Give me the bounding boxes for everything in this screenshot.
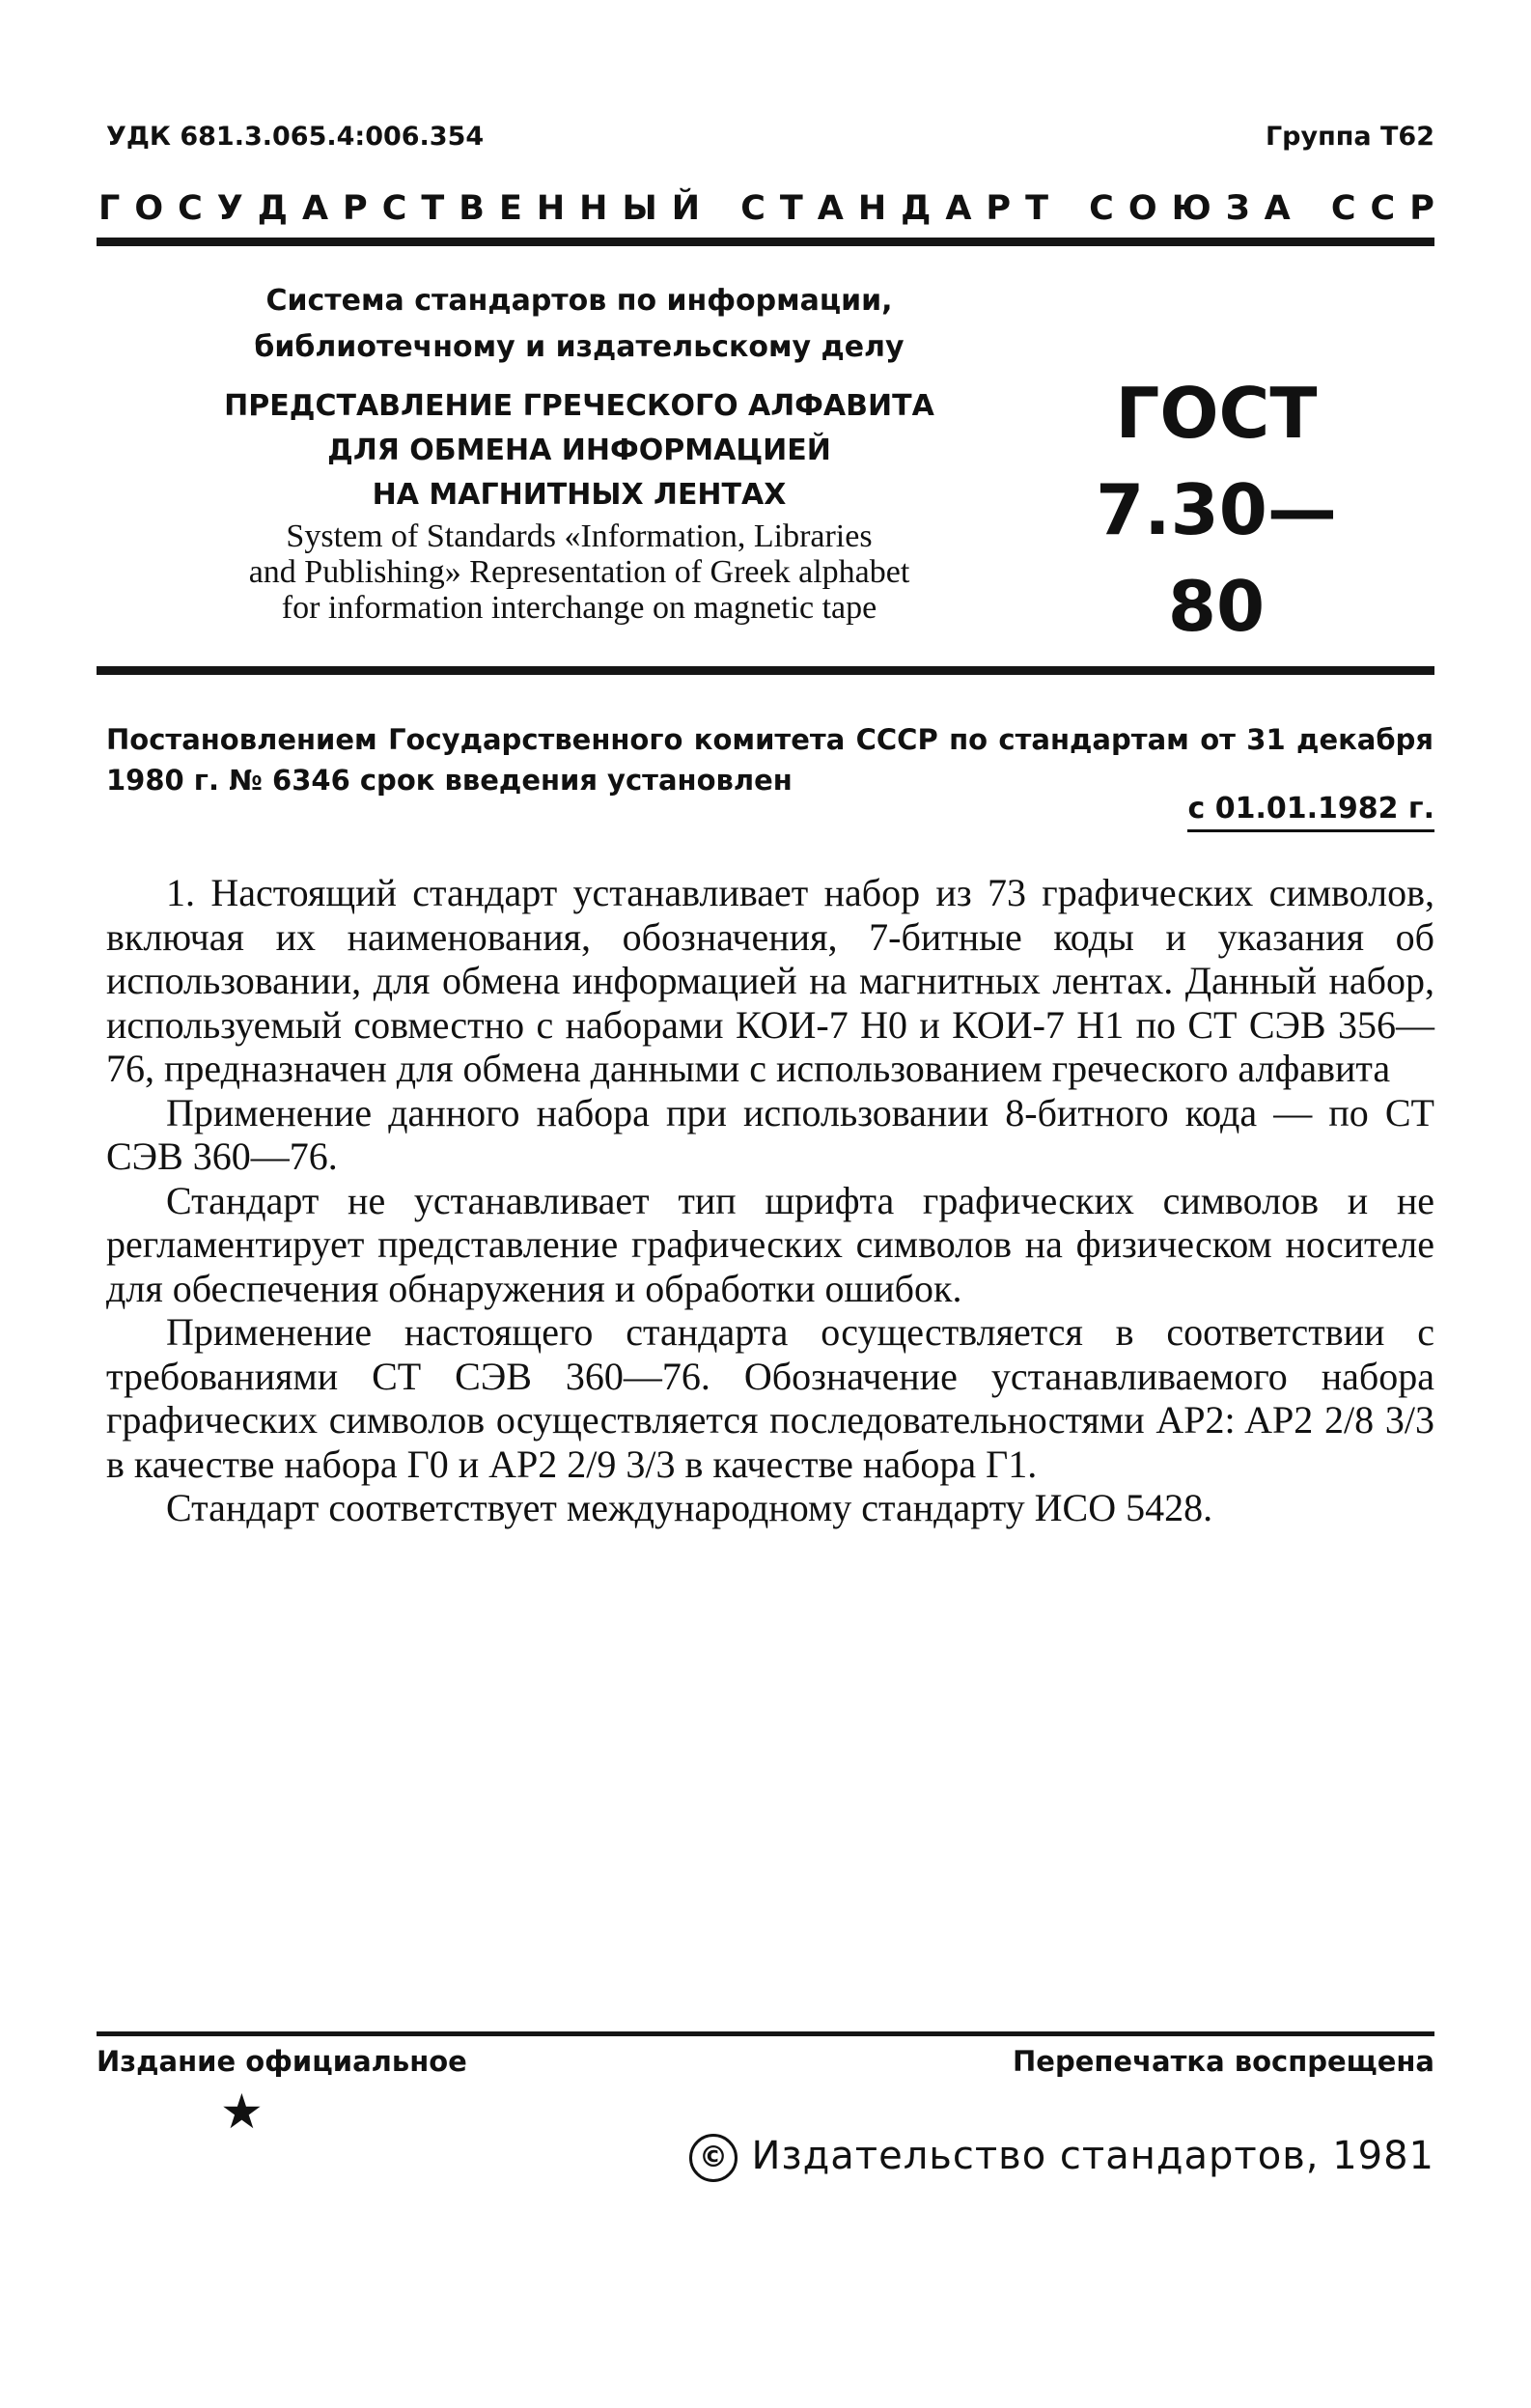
banner-letter: Р — [986, 189, 1012, 228]
banner-letter — [1063, 189, 1074, 228]
top-rule — [97, 238, 1434, 246]
banner-letter — [714, 189, 726, 228]
banner-letter: З — [1225, 189, 1250, 228]
system-line: библиотечному и издательскому делу — [254, 330, 905, 364]
english-title — [106, 518, 1052, 626]
reprint-prohibited: Перепечатка воспрещена — [1013, 2045, 1434, 2078]
banner-letter: У — [216, 189, 243, 228]
publisher-text: Издательство стандартов, 1981 — [751, 2134, 1434, 2178]
body-text — [106, 871, 1434, 1530]
banner-letter: Д — [901, 189, 932, 228]
banner-letter: А — [301, 189, 329, 228]
gost-number: 7.30—80 — [1096, 469, 1337, 647]
banner-letter: Р — [1409, 189, 1434, 228]
english-line: and Publishing» Representation of Greek alphabet — [248, 554, 910, 590]
banner-letter: А — [1264, 189, 1291, 228]
title-line: ПРЕДСТАВЛЕНИЕ ГРЕЧЕСКОГО АЛФАВИТА — [224, 389, 934, 423]
banner-letter: Й — [671, 189, 701, 228]
paragraph: Применение данного набора при использовании 8-битного кода — по СТ СЭВ 360—76. — [106, 1090, 1434, 1178]
banner-letter: Р — [343, 189, 368, 228]
paragraph: Стандарт соответствует международному стандарту ИСО 5428. — [166, 1486, 1213, 1529]
banner-letter: С — [1370, 189, 1396, 228]
banner-letter: С — [178, 189, 203, 228]
copyright-icon: © — [689, 2134, 738, 2182]
state-standard-banner — [98, 189, 1434, 228]
system-line: Система стандартов по информации, — [265, 284, 893, 318]
standards-system-heading — [145, 278, 1014, 371]
publisher-line — [689, 2134, 1434, 2182]
banner-letter: Н — [579, 189, 608, 228]
official-edition: Издание официальное — [97, 2045, 467, 2078]
banner-letter: Н — [536, 189, 566, 228]
banner-letter: Е — [498, 189, 522, 228]
paragraph: 1. Настоящий стандарт устанавливает набор из 73 графических символов, включая их наименования, обозначения, 7-битные коды и указания об использовании, для обмена информацией на магнитных лентах. Данный набор, используемый совместно с наборами КОИ-7 Н0 и КОИ-7 Н1 по СТ СЭВ 356—76, предназначен для обмена данными с использованием греческого алфавита — [106, 871, 1434, 1090]
banner-letter: Г — [98, 189, 121, 228]
effective-date: с 01.01.1982 г. — [1187, 792, 1434, 832]
banner-letter: Ю — [1171, 189, 1211, 228]
gost-designation — [1062, 365, 1371, 655]
middle-rule — [97, 666, 1434, 675]
english-line: System of Standards «Information, Libraries — [286, 518, 873, 554]
banner-letter: О — [1127, 189, 1157, 228]
banner-letter: Т — [1025, 189, 1048, 228]
document-title — [145, 384, 1014, 518]
paragraph: Применение настоящего стандарта осуществляется в соответствии с требованиями СТ СЭВ 360—76. Обозначение устанавливаемого набора графических символов осуществляется последовательностями AP2: AP2 2/8 3/3 в качестве набора Г0 и AP2 2/9 3/3 в качестве набора Г1. — [106, 1310, 1434, 1486]
title-line: ДЛЯ ОБМЕНА ИНФОРМАЦИЕЙ — [327, 434, 831, 467]
bottom-rule — [97, 2031, 1434, 2036]
decree-text: Постановлением Государственного комитета СССР по стандартам от 31 декабря 1980 г. № 6346 срок введения установлен — [106, 723, 1434, 797]
group-code: Группа Т62 — [1265, 122, 1434, 152]
banner-letter — [1305, 189, 1317, 228]
title-line: НА МАГНИТНЫХ ЛЕНТАХ — [372, 478, 787, 512]
banner-letter: О — [134, 189, 164, 228]
banner-letter: С — [381, 189, 407, 228]
banner-letter: Ы — [622, 189, 657, 228]
paragraph: Стандарт не устанавливает тип шрифта графических символов и не регламентирует представление графических символов на физическом носителе для обеспечения обнаружения и обработки ошибок. — [106, 1178, 1434, 1310]
banner-letter: Т — [779, 189, 803, 228]
banner-letter: В — [459, 189, 485, 228]
banner-letter: С — [1330, 189, 1356, 228]
banner-letter: А — [945, 189, 972, 228]
banner-letter: С — [740, 189, 766, 228]
gost-label: ГОСТ — [1115, 373, 1318, 454]
english-line: for information interchange on magnetic tape — [281, 590, 877, 626]
banner-letter: Д — [257, 189, 288, 228]
banner-letter: А — [817, 189, 844, 228]
banner-letter: Н — [857, 189, 887, 228]
banner-letter: Т — [421, 189, 445, 228]
star-icon: ★ — [220, 2084, 264, 2140]
udc-code: УДК 681.3.065.4:006.354 — [106, 122, 485, 152]
banner-letter: С — [1089, 189, 1114, 228]
